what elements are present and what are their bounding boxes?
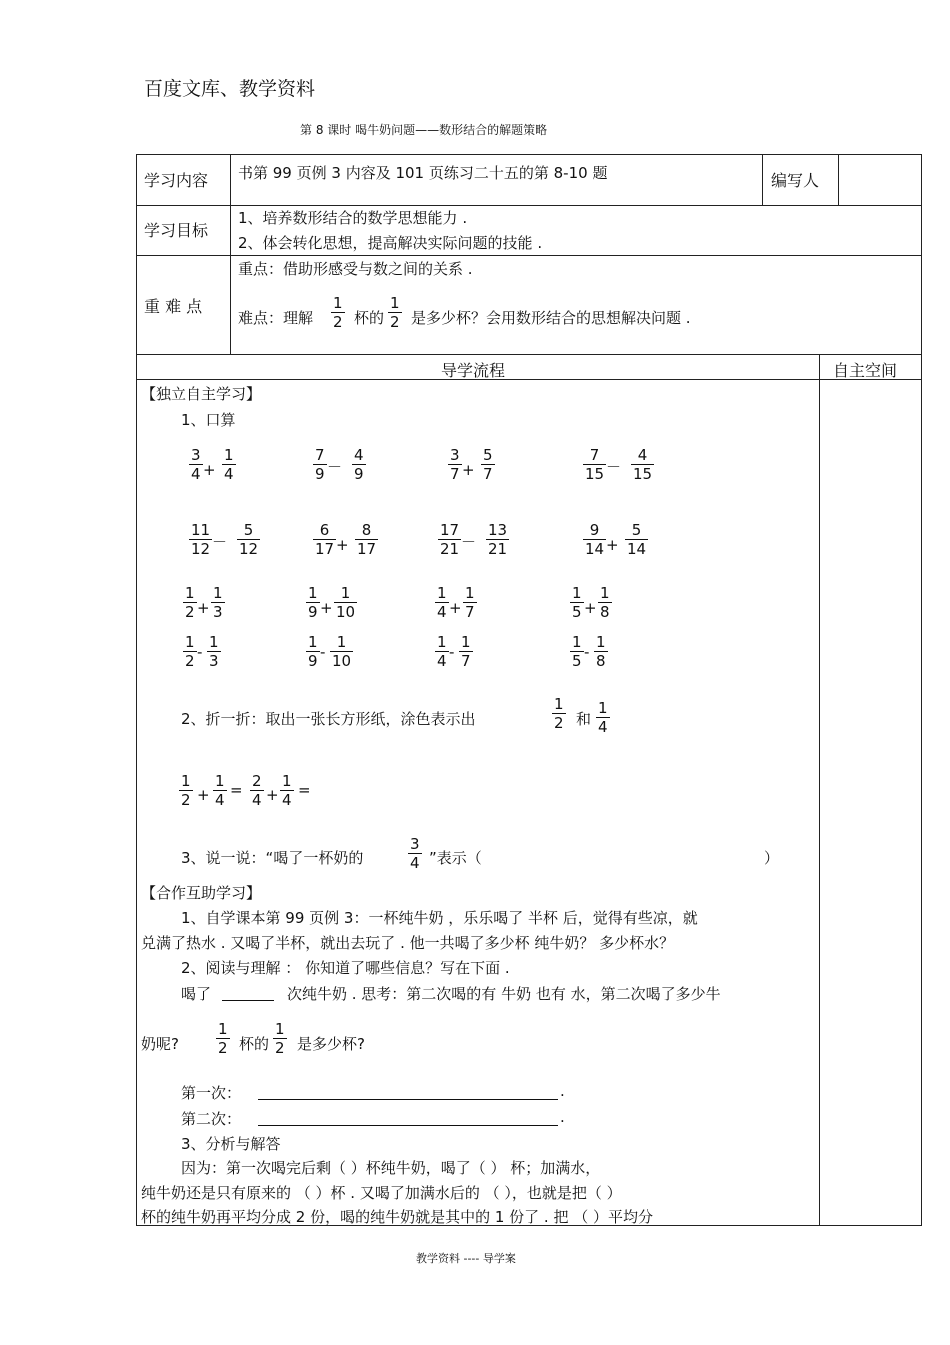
calc-row_a-2-first-fraction: 3 7: [450, 446, 460, 483]
first-time-dot: .: [560, 1082, 565, 1100]
author-label: 编写人: [771, 171, 820, 190]
calc-row_b-2-operator: －: [461, 533, 477, 551]
calc-row_c-1-first-fraction: 1 9: [308, 584, 318, 621]
calc-row_c-2-operator: +: [449, 599, 462, 617]
first-time-label: 第一次：: [181, 1084, 242, 1102]
calc-row_b-3-operator: +: [606, 536, 619, 554]
space-column-divider: [819, 354, 820, 1226]
content-label: 学习内容: [144, 171, 209, 190]
eq-fraction-3: 2 4: [252, 772, 262, 809]
flow-label: 导学流程: [441, 361, 506, 380]
author-column-divider-2: [838, 154, 839, 205]
calc-row_d-2-first-fraction: 1 4: [437, 633, 447, 670]
calc-row_a-0-first-fraction: 3 4: [191, 446, 201, 483]
calc-row_a-3-first-fraction: 7 15: [585, 446, 605, 483]
milk-question-suffix: 是多少杯?: [297, 1035, 365, 1053]
example-line-2: 兑满了热水 . 又喝了半杯，就出去玩了 . 他一共喝了多少杯 纯牛奶？ 多少杯水？: [141, 934, 675, 952]
q1-label: 1、口算: [181, 411, 236, 429]
row-divider-4: [136, 379, 922, 380]
think-prefix: 喝了: [181, 985, 212, 1003]
q3-suffix: ”表示（: [429, 849, 482, 867]
eq-fraction-2: 1 4: [215, 772, 225, 809]
calc-row_d-2-operator: -: [449, 643, 455, 661]
goal-label: 学习目标: [144, 221, 209, 240]
calc-row_b-2-second-fraction: 13 21: [488, 521, 508, 558]
page-footer: 教学资料 ---- 导学案: [416, 1252, 516, 1265]
calc-row_b-1-first-fraction: 6 17: [315, 521, 335, 558]
calc-row_d-3-operator: -: [584, 643, 590, 661]
eq-plus-1: +: [197, 786, 210, 804]
milk-fraction-1: 1 2: [218, 1020, 228, 1057]
calc-row_c-0-second-fraction: 1 3: [213, 584, 223, 621]
eq-equals-2: =: [298, 781, 311, 799]
eq-equals-1: =: [230, 781, 243, 799]
difficulty-prefix: 难点：理解: [238, 309, 314, 327]
eq-plus-2: +: [266, 786, 279, 804]
milk-question-prefix: 奶呢?: [141, 1035, 179, 1053]
calc-row_d-0-first-fraction: 1 2: [185, 633, 195, 670]
calc-row_b-3-first-fraction: 9 14: [585, 521, 605, 558]
calc-row_a-0-operator: +: [203, 461, 216, 479]
difficulty-suffix: 是多少杯？会用数形结合的思想解决问题 .: [411, 309, 691, 327]
analysis-line-3: 杯的纯牛奶再平均分成 2 份，喝的纯牛奶就是其中的 1 份了 . 把 （ ）平均分: [141, 1208, 654, 1226]
calc-row_c-1-second-fraction: 1 10: [336, 584, 356, 621]
calc-row_d-2-second-fraction: 1 7: [461, 633, 471, 670]
key-point: 重点：借助形感受与数之间的关系 .: [238, 260, 473, 278]
first-time-blank[interactable]: [258, 1099, 558, 1100]
goal-line-1: 1、培养数形结合的数学思想能力 .: [238, 209, 468, 227]
section-cooperative-title: 【合作互助学习】: [141, 884, 262, 902]
calc-row_d-1-operator: -: [320, 643, 326, 661]
calc-row_a-0-second-fraction: 1 4: [224, 446, 234, 483]
calc-row_c-3-first-fraction: 1 5: [572, 584, 582, 621]
calc-row_a-3-operator: －: [606, 458, 622, 476]
calc-row_a-2-second-fraction: 5 7: [483, 446, 493, 483]
calc-row_b-3-second-fraction: 5 14: [627, 521, 647, 558]
reading-prompt: 2、阅读与理解 ： 你知道了哪些信息？写在下面 .: [181, 959, 510, 977]
calc-row_c-3-second-fraction: 1 8: [600, 584, 610, 621]
q2-and: 和: [576, 710, 592, 728]
calc-row_a-1-second-fraction: 4 9: [354, 446, 364, 483]
calc-row_b-0-second-fraction: 5 12: [239, 521, 259, 558]
example-line-1: 1、自学课本第 99 页例 3：一杯纯牛奶 ，乐乐喝了 半杯 后，觉得有些凉，就: [181, 909, 698, 927]
calc-row_d-3-first-fraction: 1 5: [572, 633, 582, 670]
eq-fraction-1: 1 2: [181, 772, 191, 809]
q3-close: ）: [764, 849, 780, 867]
analysis-line-1: 因为：第一次喝完后剩（ ）杯纯牛奶，喝了（ ） 杯；加满水，: [181, 1159, 601, 1177]
calc-row_c-1-operator: +: [320, 599, 333, 617]
second-time-blank[interactable]: [258, 1125, 558, 1126]
calc-row_d-1-first-fraction: 1 9: [308, 633, 318, 670]
row-divider-3: [136, 354, 922, 355]
calc-row_b-2-first-fraction: 17 21: [440, 521, 460, 558]
calc-row_d-0-second-fraction: 1 3: [209, 633, 219, 670]
label-column-divider: [230, 154, 231, 354]
calc-row_c-2-first-fraction: 1 4: [437, 584, 447, 621]
space-label: 自主空间: [833, 361, 898, 380]
page-header: 百度文库、教学资料: [144, 78, 316, 100]
q2-text: 2、折一折：取出一张长方形纸，涂色表示出: [181, 710, 476, 728]
lesson-title: 第 8 课时 喝牛奶问题——数形结合的解题策略: [300, 123, 548, 137]
calc-row_d-3-second-fraction: 1 8: [596, 633, 606, 670]
difficulty-fraction-1: 1 2: [333, 294, 343, 331]
milk-fraction-2: 1 2: [275, 1020, 285, 1057]
calc-row_d-1-second-fraction: 1 10: [332, 633, 352, 670]
times-blank[interactable]: [222, 1000, 274, 1001]
row-divider-2: [136, 255, 922, 256]
q2-fraction-quarter: 1 4: [598, 699, 608, 736]
eq-fraction-4: 1 4: [282, 772, 292, 809]
milk-question-mid: 杯的: [239, 1035, 270, 1053]
calc-row_c-3-operator: +: [584, 599, 597, 617]
q3-fraction: 3 4: [410, 835, 420, 872]
calc-row_d-0-operator: -: [197, 643, 203, 661]
key-label: 重 难 点: [144, 297, 203, 316]
second-time-dot: .: [560, 1108, 565, 1126]
calc-row_b-1-second-fraction: 8 17: [357, 521, 377, 558]
calc-row_a-1-first-fraction: 7 9: [315, 446, 325, 483]
q2-fraction-half: 1 2: [554, 695, 564, 732]
calc-row_b-0-operator: －: [212, 533, 228, 551]
calc-row_c-0-first-fraction: 1 2: [185, 584, 195, 621]
section-independent-title: 【独立自主学习】: [141, 385, 262, 403]
calc-row_a-3-second-fraction: 4 15: [633, 446, 653, 483]
difficulty-fraction-2: 1 2: [390, 294, 400, 331]
think-suffix: 次纯牛奶 . 思考：第二次喝的有 牛奶 也有 水，第二次喝了多少牛: [287, 985, 721, 1003]
calc-row_b-0-first-fraction: 11 12: [191, 521, 211, 558]
row-divider-1: [136, 205, 922, 206]
calc-row_c-0-operator: +: [197, 599, 210, 617]
calc-row_c-2-second-fraction: 1 7: [465, 584, 475, 621]
calc-row_b-1-operator: +: [336, 536, 349, 554]
analysis-line-2: 纯牛奶还是只有原来的 （ ）杯 . 又喝了加满水后的 （ ），也就是把（ ）: [141, 1184, 622, 1202]
analysis-heading: 3、分析与解答: [181, 1135, 281, 1153]
second-time-label: 第二次：: [181, 1110, 242, 1128]
q3-prefix: 3、说一说：“喝了一杯奶的: [181, 849, 364, 867]
calc-row_a-1-operator: －: [327, 458, 343, 476]
author-column-divider-1: [762, 154, 763, 205]
calc-row_a-2-operator: +: [462, 461, 475, 479]
difficulty-mid: 杯的: [354, 309, 385, 327]
goal-line-2: 2、体会转化思想，提高解决实际问题的技能 .: [238, 234, 543, 252]
content-value: 书第 99 页例 3 内容及 101 页练习二十五的第 8-10 题: [238, 164, 608, 182]
